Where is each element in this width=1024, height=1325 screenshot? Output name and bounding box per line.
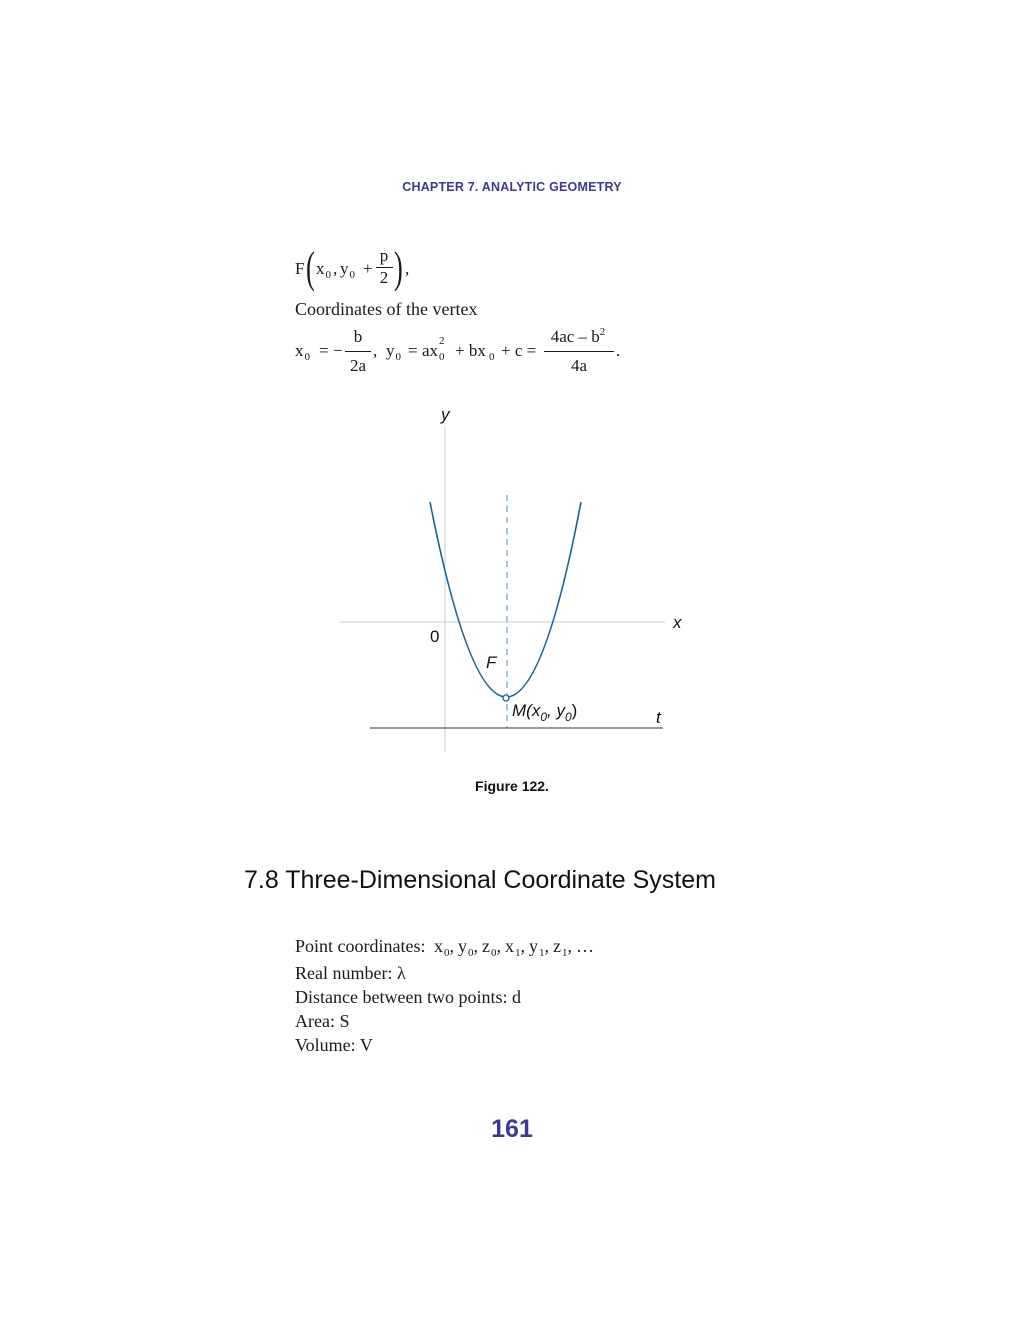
ellipsis: … <box>575 936 594 956</box>
point-coordinates-values: $x_0$, $y_0$, $z_0$, $x_1$, $y_1$, $z_1$, … <box>433 936 594 959</box>
frac-numerator: $4ac - b^2$ <box>550 326 606 346</box>
comma: , <box>405 259 410 278</box>
section-title: 7.8 Three-Dimensional Coordinate System <box>244 866 716 894</box>
coordinate-symbol: $x_1$ <box>504 936 521 959</box>
ax0-squared: ax 2 $_0$ <box>422 335 445 363</box>
chapter-header: CHAPTER 7. ANALYTIC GEOMETRY <box>402 180 622 194</box>
sub-zero: 0 <box>489 351 495 363</box>
fraction-bar <box>345 351 371 352</box>
page-number: 161 <box>491 1115 533 1143</box>
point-coordinates-line <box>295 936 594 957</box>
distance-line: Distance between two points: d <box>295 987 521 1007</box>
vertex-y0: $y_0$ <box>386 341 401 363</box>
plus-sign: + <box>363 259 373 278</box>
paren-close-icon: ) <box>394 243 403 292</box>
period: . <box>616 341 621 360</box>
equals: = <box>408 341 418 360</box>
focus-x0: $x_0$ <box>316 259 331 281</box>
volume-line: Volume: V <box>295 1035 373 1055</box>
focus-formula: F ( $x_0$ , $y_0$ + p 2 ) , <box>295 243 410 292</box>
vertex-formula <box>295 325 645 380</box>
plus-bx: + bx <box>455 341 486 360</box>
focus-p: p <box>379 246 389 265</box>
parabola-curve <box>430 502 581 697</box>
x-axis-label: x <box>673 613 682 632</box>
vertex-x0: $x_0$ <box>295 341 310 363</box>
equals-minus: = − <box>319 341 343 360</box>
parabola-figure <box>330 400 690 760</box>
directrix-label: t <box>656 708 661 727</box>
coordinate-symbol: $z_1$ <box>552 936 568 959</box>
paren-open-icon: ( <box>306 243 315 292</box>
focus-two: 2 <box>379 268 389 287</box>
coordinate-symbol: $x_0$ <box>433 936 450 959</box>
vertex-point <box>503 695 509 701</box>
plus-c-equals: + c = <box>501 341 537 360</box>
point-coordinates-label: Point coordinates: <box>295 936 426 956</box>
focus-y0: $y_0$ <box>340 259 355 281</box>
coordinate-symbol: $z_0$ <box>481 936 497 959</box>
vertex-M-label: $M(x_0$, $y_0$) <box>512 701 578 724</box>
frac-b: b <box>353 327 363 346</box>
focus-label: F <box>486 653 497 672</box>
vertex-label: Coordinates of the vertex <box>295 299 478 319</box>
frac-2a: 2a <box>349 356 367 375</box>
y-axis-label: y <box>441 405 450 424</box>
coordinate-symbol: $y_1$ <box>528 936 545 959</box>
figure-caption: Figure 122. <box>475 778 549 794</box>
real-number-line: Real number: λ <box>295 963 406 983</box>
area-line: Area: S <box>295 1011 350 1031</box>
comma: , <box>373 341 378 360</box>
origin-label: 0 <box>430 627 440 646</box>
focus-name: F <box>295 259 305 278</box>
fraction-bar <box>544 351 614 352</box>
coordinate-symbol: $y_0$ <box>457 936 474 959</box>
frac-denominator: 4a <box>570 356 588 375</box>
